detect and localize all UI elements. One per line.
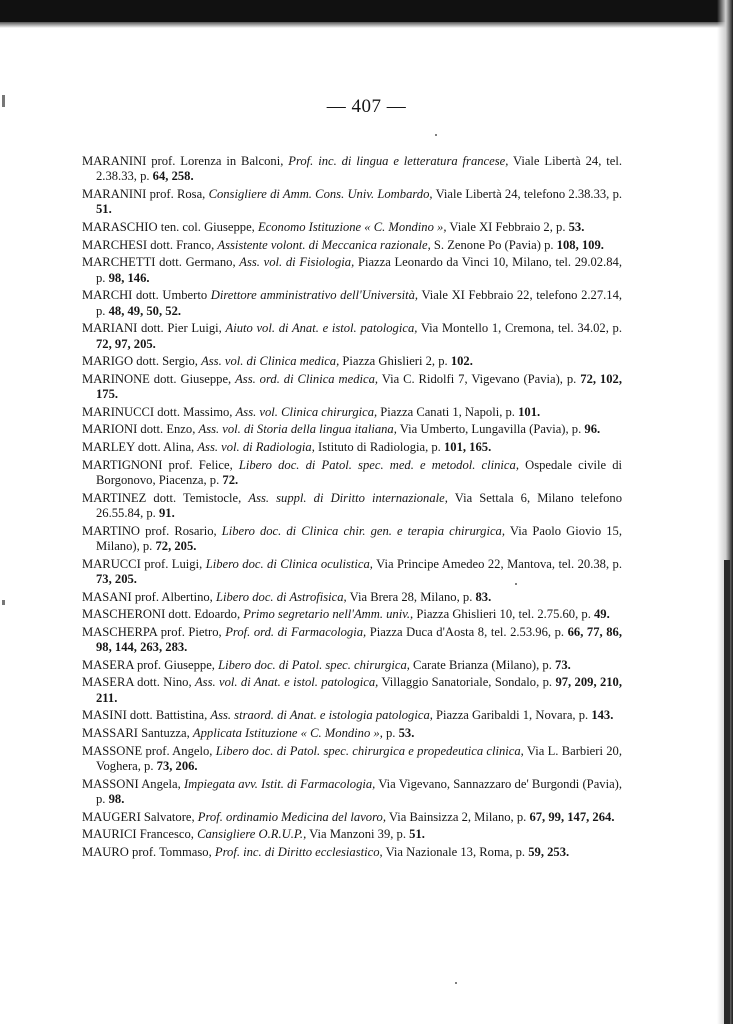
- entry-address: Piazza Ghislieri 10, tel. 2.75.60, p.: [413, 607, 594, 622]
- entry-role: Ass. straord. di Anat. e istologia patologica,: [210, 708, 433, 723]
- entry-person: Francesco,: [136, 827, 198, 842]
- entry-person: prof. Angelo,: [142, 743, 216, 758]
- entry-address: Piazza Ghislieri 2, p.: [339, 354, 451, 369]
- entry-address: Viale Libertà 24, tel. 2.38.33, p.: [96, 154, 622, 184]
- scan-left-speck: [2, 600, 5, 605]
- entry-name: MASCHERPA: [82, 624, 158, 639]
- entry-address: S. Zenone Po (Pavia) p.: [430, 237, 557, 252]
- index-entry: [82, 590, 622, 605]
- entry-role: Prof. inc. di Diritto ecclesiastico,: [214, 844, 383, 859]
- entry-address: Viale Libertà 24, telefono 2.38.33, p.: [432, 187, 623, 201]
- entry-pages: 51.: [409, 827, 425, 842]
- entry-role: Libero doc. di Clinica oculistica,: [205, 556, 373, 571]
- entry-name: MASSONI: [82, 776, 139, 791]
- index-entry: [82, 675, 622, 706]
- entry-name: MARCHETTI: [82, 255, 156, 270]
- entry-person: prof. Giuseppe,: [133, 657, 219, 672]
- index-entry: [82, 187, 622, 218]
- entry-person: dott. Massimo,: [154, 404, 236, 419]
- entry-name: MARCHESI: [82, 237, 148, 252]
- index-entry: [82, 726, 622, 741]
- entry-pages: 97, 209, 210, 211.: [96, 675, 622, 705]
- entry-name: MASERA: [82, 657, 134, 672]
- index-entry: [82, 827, 622, 842]
- entry-role: Ass. vol. Clinica chirurgica,: [235, 404, 378, 419]
- entry-name: MARTIGNONI: [82, 457, 163, 472]
- entry-address: Piazza Garibaldi 1, Novara, p.: [432, 708, 592, 723]
- entry-person: prof. Rosario,: [140, 523, 222, 538]
- entry-role: Prof. ord. di Farmacologia,: [225, 624, 367, 639]
- entry-role: Prof. inc. di lingua e letteratura francese,: [288, 154, 509, 168]
- entry-name: MARTINO: [82, 523, 141, 538]
- entry-pages: 91.: [158, 505, 175, 520]
- entry-role: Libero doc. di Patol. spec. chirurgica,: [218, 657, 410, 672]
- entry-address: Viale XI Febbraio 22, telefono 2.27.14, p.: [96, 288, 623, 318]
- entry-name: MARIANI: [82, 321, 138, 336]
- entry-person: ten. col. Giuseppe,: [157, 220, 258, 234]
- entry-role: Libero doc. di Clinica chir. gen. e terapia chirurgica,: [221, 523, 506, 538]
- index-entry: [82, 220, 622, 235]
- entry-person: dott. Germano,: [155, 255, 240, 270]
- index-entry: [82, 238, 622, 253]
- entry-pages: 98, 146.: [108, 270, 150, 285]
- entry-pages: 83.: [475, 589, 492, 604]
- entry-name: MARINUCCI: [82, 404, 155, 419]
- entry-address: Via Manzoni 39, p.: [306, 827, 410, 842]
- entry-pages: 72, 102, 175.: [96, 371, 622, 402]
- scan-dust: [435, 134, 437, 136]
- entry-person: dott. Alina,: [134, 439, 198, 454]
- entry-pages: 73, 206.: [156, 758, 198, 773]
- entry-person: dott. Edoardo,: [165, 607, 244, 622]
- entry-name: MARIONI: [82, 422, 138, 437]
- entry-role: Ass. suppl. di Diritto internazionale,: [248, 490, 448, 505]
- entry-role: Impiegata avv. Istit. di Farmacologia,: [183, 776, 376, 791]
- index-entry: [82, 440, 622, 455]
- index-entry: [82, 744, 622, 775]
- entry-pages: 48, 49, 50, 52.: [108, 303, 182, 318]
- entry-pages: 49.: [594, 607, 610, 622]
- entry-address: Ospedale civile di Borgonovo, Piacenza, p.: [96, 457, 623, 487]
- index-entry: [82, 607, 622, 622]
- entry-pages: 66, 77, 86, 98, 144, 263, 283.: [96, 624, 622, 655]
- index-entry: [82, 372, 622, 403]
- index-entry: [82, 491, 622, 522]
- entry-person: prof. Albertino,: [131, 589, 216, 604]
- entry-name: MARASCHIO: [82, 220, 158, 234]
- entry-name: MARANINI: [82, 187, 147, 201]
- entry-person: dott. Temistocle,: [146, 490, 249, 505]
- entry-pages: 64, 258.: [152, 169, 194, 184]
- scan-top-border: [0, 0, 733, 22]
- entry-person: prof. Felice,: [162, 457, 239, 472]
- entry-address: p.: [382, 725, 399, 740]
- scan-dust: [455, 982, 457, 984]
- entry-person: dott. Franco,: [147, 237, 218, 252]
- entry-person: prof. Pietro,: [157, 624, 226, 639]
- entry-role: Ass. ord. di Clinica medica,: [235, 371, 379, 386]
- entry-address: Via Bainsizza 2, Milano, p.: [385, 809, 530, 824]
- entry-role: Libero doc. di Patol. spec. chirurgica e propedeutica clinica,: [215, 743, 524, 758]
- entry-pages: 72, 97, 205.: [96, 336, 156, 351]
- entry-address: Piazza Duca d'Aosta 8, tel. 2.53.96, p.: [366, 624, 568, 639]
- entry-pages: 101, 165.: [443, 439, 492, 454]
- entry-person: prof. Tommaso,: [128, 844, 215, 859]
- entry-person: Angela,: [138, 776, 184, 791]
- entry-pages: 102.: [450, 354, 473, 369]
- entry-role: Economo Istituzione « C. Mondino »,: [257, 220, 447, 234]
- entry-name: MARUCCI: [82, 556, 141, 571]
- entry-address: Piazza Canati 1, Napoli, p.: [377, 404, 519, 419]
- entry-role: Prof. ordinamio Medicina del lavoro,: [197, 809, 386, 824]
- entry-person: prof. Lorenza in Balconi,: [146, 154, 289, 168]
- entry-person: prof. Rosa,: [146, 187, 209, 201]
- index-entry: [82, 321, 622, 352]
- entry-name: MASCHERONI: [82, 607, 166, 622]
- entry-address: Via Paolo Giovio 15, Milano), p.: [96, 523, 622, 553]
- entry-person: Santuzza,: [138, 725, 193, 740]
- index-entry: [82, 658, 622, 673]
- entry-pages: 59, 253.: [528, 844, 570, 859]
- entry-person: dott. Pier Luigi,: [137, 321, 226, 336]
- entry-pages: 72.: [222, 472, 239, 487]
- entry-name: MARIGO: [82, 354, 134, 369]
- entry-person: dott. Giuseppe,: [149, 371, 236, 386]
- entry-role: Direttore amministrativo dell'Università,: [210, 288, 419, 303]
- entry-pages: 67, 99, 147, 264.: [529, 809, 615, 824]
- entry-role: Primo segretario nell'Amm. univ.,: [243, 607, 414, 622]
- entry-address: Via Montello 1, Cremona, tel. 34.02, p.: [417, 321, 622, 336]
- entry-address: Via Principe Amedeo 22, Mantova, tel. 20.38, p.: [372, 556, 623, 571]
- index-entry: [82, 708, 622, 723]
- entry-role: Ass. vol. di Radiologia,: [197, 439, 315, 454]
- entry-address: Istituto di Radiologia, p.: [314, 439, 444, 454]
- entry-role: Libero doc. di Astrofisica,: [215, 589, 347, 604]
- entry-pages: 143.: [591, 708, 614, 723]
- entry-person: dott. Nino,: [133, 675, 195, 690]
- entry-name: MARINONE: [82, 371, 150, 386]
- entry-name: MARTINEZ: [82, 490, 147, 505]
- entry-address: Via L. Barbieri 20, Voghera, p.: [96, 743, 622, 773]
- index-entry: [82, 625, 622, 656]
- entry-address: Via Settala 6, Milano telefono 26.55.84, p.: [96, 490, 622, 520]
- index-entry: [82, 777, 622, 808]
- entry-name: MAUGERI: [82, 809, 141, 824]
- entry-name: MASSARI: [82, 725, 138, 740]
- entry-pages: 101.: [518, 404, 541, 419]
- entry-address: Villaggio Sanatoriale, Sondalo, p.: [378, 675, 556, 690]
- index-entry: [82, 458, 622, 489]
- index-entry: [82, 405, 622, 420]
- index-entry: [82, 422, 622, 437]
- entry-pages: 53.: [568, 220, 585, 234]
- entry-name: MAURO: [82, 844, 129, 859]
- entry-person: dott. Sergio,: [133, 354, 202, 369]
- entry-pages: 98.: [108, 791, 125, 806]
- entry-pages: 73.: [555, 657, 571, 672]
- entry-name: MARANINI: [82, 154, 147, 168]
- entry-name: MASINI: [82, 708, 127, 723]
- entry-name: MASSONE: [82, 743, 143, 758]
- entry-name: MASANI: [82, 589, 132, 604]
- entry-address: Via Umberto, Lungavilla (Pavia), p.: [396, 422, 585, 437]
- index-entry: [82, 557, 622, 588]
- scan-binding-shadow: [724, 560, 730, 1024]
- entry-person: Salvatore,: [140, 809, 198, 824]
- page-number: — 407 —: [326, 96, 407, 117]
- entry-address: Via Vigevano, Sannazzaro de' Burgondi (Pavia), p.: [96, 776, 623, 806]
- index-entry: [82, 354, 622, 369]
- entry-role: Ass. vol. di Clinica medica,: [201, 354, 340, 369]
- index-entries: [82, 154, 622, 862]
- entry-address: Via C. Ridolfi 7, Vigevano (Pavia), p.: [378, 371, 581, 386]
- entry-role: Ass. vol. di Fisiologia,: [239, 255, 355, 270]
- index-entry: [82, 154, 622, 185]
- entry-name: MARCHI: [82, 288, 133, 303]
- entry-name: MASERA: [82, 675, 134, 690]
- index-entry: [82, 524, 622, 555]
- entry-pages: 53.: [398, 725, 415, 740]
- entry-pages: 51.: [96, 202, 112, 217]
- entry-pages: 96.: [584, 422, 601, 437]
- entry-role: Assistente volont. di Meccanica razionale,: [217, 237, 431, 252]
- entry-role: Ass. vol. di Anat. e istol. patologica,: [194, 675, 379, 690]
- entry-role: Applicata Istituzione « C. Mondino »,: [192, 725, 383, 740]
- entry-pages: 108, 109.: [556, 237, 604, 252]
- index-entry: [82, 845, 622, 860]
- entry-pages: 73, 205.: [96, 571, 137, 586]
- entry-address: Via Nazionale 13, Roma, p.: [382, 844, 529, 859]
- entry-role: Consigliere di Amm. Cons. Univ. Lombardo,: [208, 187, 433, 201]
- entry-person: dott. Enzo,: [137, 422, 199, 437]
- entry-person: dott. Battistina,: [126, 708, 211, 723]
- index-entry: [82, 288, 622, 319]
- entry-pages: 72, 205.: [155, 538, 197, 553]
- entry-role: Ass. vol. di Storia della lingua italiana,: [198, 422, 397, 437]
- entry-name: MARLEY: [82, 439, 135, 454]
- entry-address: Via Brera 28, Milano, p.: [346, 589, 476, 604]
- entry-role: Cansigliere O.R.U.P.,: [197, 827, 307, 842]
- scan-top-shadow: [0, 22, 733, 28]
- entry-person: prof. Luigi,: [140, 556, 206, 571]
- entry-address: Carate Brianza (Milano), p.: [409, 657, 556, 672]
- entry-address: Piazza Leonardo da Vinci 10, Milano, tel. 29.02.84, p.: [96, 255, 622, 285]
- entry-role: Libero doc. di Patol. spec. med. e metodol. clinica,: [238, 457, 519, 472]
- entry-role: Aiuto vol. di Anat. e istol. patologica,: [225, 321, 418, 336]
- entry-address: Viale XI Febbraio 2, p.: [446, 220, 569, 234]
- index-entry: [82, 810, 622, 825]
- entry-name: MAURICI: [82, 827, 137, 842]
- entry-person: dott. Umberto: [132, 288, 211, 303]
- index-entry: [82, 255, 622, 286]
